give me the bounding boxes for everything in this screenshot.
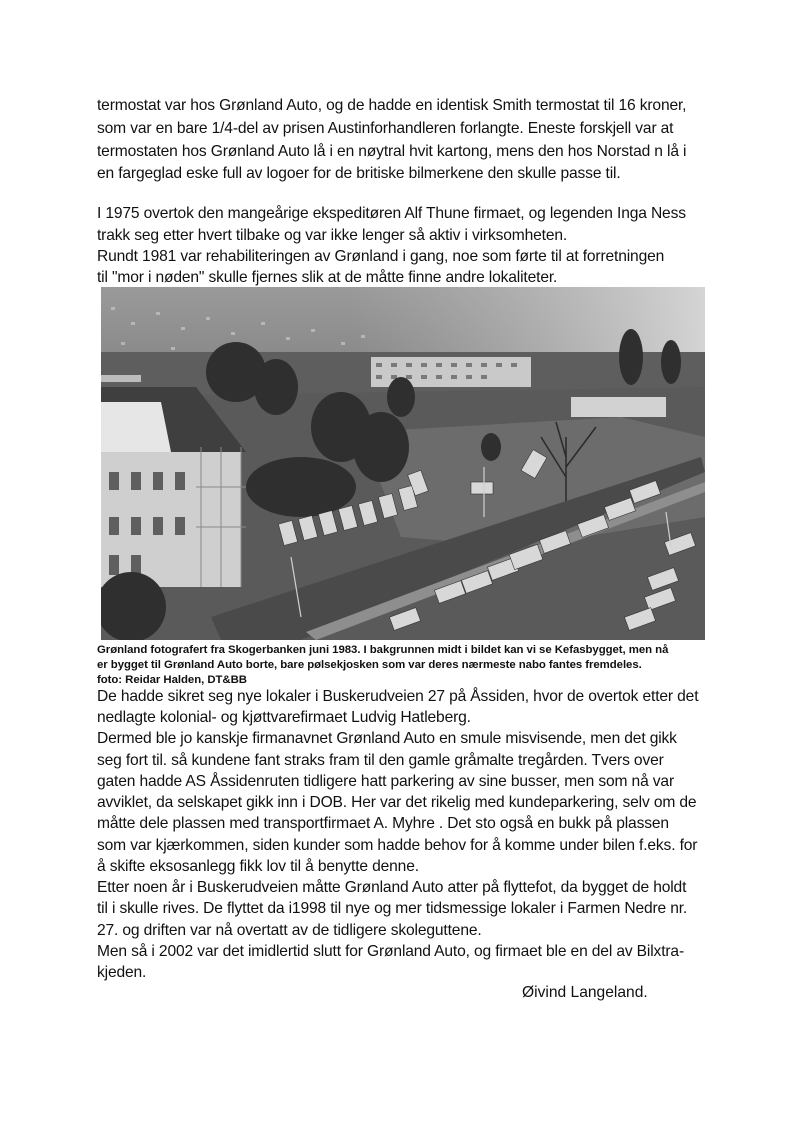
paragraph-3-line: å skifte eksosanlegg fikk lov til å benytte denne.	[97, 858, 419, 875]
paragraph-2-line: til "mor i nøden" skulle fjernes slik at de måtte finne andre lokaliteter.	[97, 269, 558, 286]
aerial-photo-drawing	[101, 287, 705, 640]
photo-caption-line: Grønland fotografert fra Skogerbanken juni 1983. I bakgrunnen midt i bildet kan vi se Kefasbygget, men nå	[97, 644, 669, 656]
paragraph-3-line: 27. og driften var nå overtatt av de tidligere skoleguttene.	[97, 922, 482, 939]
paragraph-3-line: seg fort til. så kundene fant straks fram til den gamle gråmalte tregården. Tvers over	[97, 752, 664, 769]
paragraph-3-line: gaten hadde AS Åssidenruten tidligere hatt parkering av sine busser, men som nå var	[97, 773, 674, 790]
paragraph-1-line: en fargeglad eske full av logoer for de britiske bilmerkene den skulle passe til.	[97, 165, 621, 182]
paragraph-3-line: nedlagte kolonial- og kjøttvarefirmaet Ludvig Hatleberg.	[97, 709, 471, 726]
paragraph-2-line: trakk seg etter hvert tilbake og var ikke lenger så aktiv i virksomheten.	[97, 227, 568, 244]
paragraph-3-line: til i skulle rives. De flyttet da i1998 til nye og mer tidsmessige lokaler i Farmen Nedre nr.	[97, 900, 688, 917]
gas-station	[571, 397, 666, 417]
paragraph-3-line: Etter noen år i Buskerudveien måtte Grønland Auto atter på flyttefot, da bygget de holdt	[97, 879, 687, 896]
paragraph-3-line: kjeden.	[97, 964, 147, 981]
paragraph-3-line: Dermed ble jo kanskje firmanavnet Grønland Auto en smule misvisende, men det gikk	[97, 730, 677, 747]
paragraph-2-line: I 1975 overtok den mangeårige ekspeditøren Alf Thune firmaet, og legenden Inga Ness	[97, 205, 686, 222]
paragraph-3-line: måtte dele plassen med transportfirmaet A. Myhre . Det sto også en bukk på plassen	[97, 815, 669, 832]
photo-credit: foto: Reidar Halden, DT&BB	[97, 674, 247, 686]
old-building	[101, 452, 241, 587]
author-signature: Øivind Langeland.	[522, 984, 648, 1001]
paragraph-2-line: Rundt 1981 var rehabiliteringen av Grønland i gang, noe som førte til at forretningen	[97, 248, 665, 265]
photo-caption-line: er bygget til Grønland Auto borte, bare pølsekjosken som var deres nærmeste nabo fantes fremdeles.	[97, 659, 642, 671]
paragraph-3-line: avviklet, da selskapet gikk inn i DOB. Her var det rikelig med kundeparkering, selv om de	[97, 794, 697, 811]
paragraph-3-line: Men så i 2002 var det imidlertid slutt for Grønland Auto, og firmaet ble en del av Bilxtra-	[97, 943, 684, 960]
paragraph-3-line: De hadde sikret seg nye lokaler i Buskerudveien 27 på Åssiden, hvor de overtok etter det	[97, 688, 699, 705]
paragraph-3-line: som var kjærkommen, siden kunder som hadde behov for å komme under bilen f.eks. for	[97, 837, 698, 854]
aerial-photo	[101, 287, 705, 640]
paragraph-1-line: termostaten hos Grønland Auto lå i en nøytral hvit kartong, mens den hos Norstad n lå i	[97, 143, 687, 160]
paragraph-1-line: som var en bare 1/4-del av prisen Austinforhandleren forlangte. Eneste forskjell var at	[97, 120, 674, 137]
paragraph-1-line: termostat var hos Grønland Auto, og de hadde en identisk Smith termostat til 16 kroner,	[97, 97, 687, 114]
